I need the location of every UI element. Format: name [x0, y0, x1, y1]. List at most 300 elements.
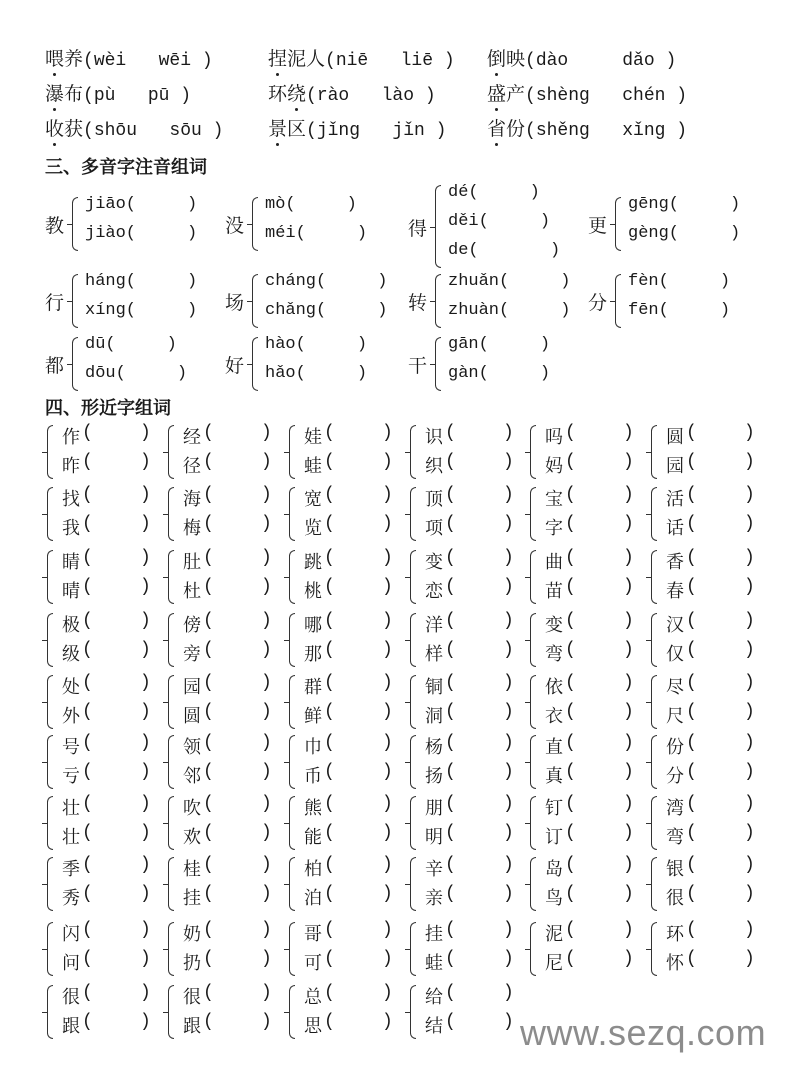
- reading-blank[interactable]: fēn( ): [628, 301, 731, 320]
- answer-blank[interactable]: [456, 577, 501, 601]
- answer-blank[interactable]: [456, 423, 501, 447]
- answer-blank[interactable]: [576, 949, 621, 973]
- answer-blank[interactable]: [214, 423, 259, 447]
- answer-blank[interactable]: [697, 577, 742, 601]
- paren-open: (: [203, 702, 214, 722]
- word: 省份: [487, 118, 526, 140]
- character: 号: [62, 737, 80, 758]
- answer-blank[interactable]: [456, 702, 501, 726]
- character: 钉: [545, 798, 563, 819]
- brace: [289, 922, 295, 976]
- answer-blank[interactable]: [335, 452, 380, 476]
- answer-blank[interactable]: [456, 949, 501, 973]
- answer-blank[interactable]: [93, 577, 138, 601]
- paren-close: ): [261, 733, 272, 753]
- answer-blank[interactable]: [697, 640, 742, 664]
- paren-close: ): [382, 611, 393, 631]
- paren-close: ): [744, 577, 755, 597]
- paren-open: (: [686, 949, 697, 969]
- paren-open: (: [445, 794, 456, 814]
- answer-blank[interactable]: [456, 884, 501, 908]
- character: 弯: [666, 827, 684, 848]
- answer-blank[interactable]: [335, 949, 380, 973]
- answer-blank[interactable]: [335, 762, 380, 786]
- answer-blank[interactable]: [93, 1012, 138, 1036]
- polyphone-character: 分: [588, 292, 608, 314]
- paren-open: (: [203, 485, 214, 505]
- answer-blank[interactable]: [576, 884, 621, 908]
- paren-open: (: [565, 452, 576, 472]
- character: 览: [304, 518, 322, 539]
- answer-blank[interactable]: [214, 611, 259, 635]
- answer-blank[interactable]: [456, 794, 501, 818]
- brace: [252, 337, 258, 391]
- character: 变: [425, 552, 443, 573]
- paren-close: ): [623, 514, 634, 534]
- answer-blank[interactable]: [697, 949, 742, 973]
- brace: [435, 337, 441, 391]
- similar-char-pair: [45, 855, 165, 915]
- answer-blank[interactable]: [335, 485, 380, 509]
- answer-blank[interactable]: [214, 733, 259, 757]
- answer-blank[interactable]: [335, 794, 380, 818]
- answer-blank[interactable]: [456, 855, 501, 879]
- paren-open: (: [686, 611, 697, 631]
- character: 苗: [545, 581, 563, 602]
- character: 顶: [425, 489, 443, 510]
- paren-close: ): [261, 884, 272, 904]
- character: 思: [304, 1016, 322, 1037]
- paren-open: (: [686, 762, 697, 782]
- answer-blank[interactable]: [93, 485, 138, 509]
- brace: [47, 796, 53, 850]
- answer-blank[interactable]: [93, 640, 138, 664]
- polyphone-character: 都: [45, 355, 65, 377]
- paren-close: ): [744, 673, 755, 693]
- paren-close: ): [503, 514, 514, 534]
- reading-blank[interactable]: gèng( ): [628, 224, 741, 243]
- answer-blank[interactable]: [576, 611, 621, 635]
- reading-blank[interactable]: gēng( ): [628, 195, 741, 214]
- answer-blank[interactable]: [335, 514, 380, 538]
- paren-open: (: [203, 884, 214, 904]
- paren-open: (: [686, 452, 697, 472]
- paren-open: (: [324, 949, 335, 969]
- reading-blank[interactable]: jiāo( ): [85, 195, 198, 214]
- answer-blank[interactable]: [456, 611, 501, 635]
- answer-blank[interactable]: [93, 702, 138, 726]
- paren-open: (: [445, 548, 456, 568]
- answer-blank[interactable]: [697, 514, 742, 538]
- paren-close: ): [261, 640, 272, 660]
- brace: [651, 857, 657, 911]
- paren-close: ): [623, 884, 634, 904]
- answer-blank[interactable]: [93, 920, 138, 944]
- paren-open: (: [203, 1012, 214, 1032]
- paren-open: (: [324, 548, 335, 568]
- answer-blank[interactable]: [576, 762, 621, 786]
- paren-open: (: [324, 855, 335, 875]
- answer-blank[interactable]: [335, 733, 380, 757]
- brace: [168, 675, 174, 729]
- answer-blank[interactable]: [335, 823, 380, 847]
- character: 弯: [545, 644, 563, 665]
- answer-blank[interactable]: [697, 884, 742, 908]
- pinyin-choice-item: [487, 117, 687, 143]
- answer-blank[interactable]: [214, 640, 259, 664]
- polyphone-character: 转: [408, 292, 428, 314]
- paren-close: ): [382, 983, 393, 1003]
- brace: [47, 613, 53, 667]
- answer-blank[interactable]: [93, 423, 138, 447]
- answer-blank[interactable]: [93, 733, 138, 757]
- paren-close: ): [261, 1012, 272, 1032]
- paren-close: ): [623, 794, 634, 814]
- paren-close: ): [744, 823, 755, 843]
- reading-blank[interactable]: chǎng( ): [265, 301, 388, 320]
- paren-close: ): [744, 514, 755, 534]
- similar-char-pair: [649, 485, 769, 545]
- reading-blank[interactable]: gān( ): [448, 335, 551, 354]
- answer-blank[interactable]: [214, 823, 259, 847]
- character: 作: [62, 427, 80, 448]
- paren-close: ): [382, 673, 393, 693]
- answer-blank[interactable]: [697, 673, 742, 697]
- answer-blank[interactable]: [335, 611, 380, 635]
- answer-blank[interactable]: [93, 884, 138, 908]
- reading-blank[interactable]: fèn( ): [628, 272, 731, 291]
- character: 旁: [183, 644, 201, 665]
- brace: [289, 857, 295, 911]
- brace: [168, 857, 174, 911]
- answer-blank[interactable]: [335, 884, 380, 908]
- answer-blank[interactable]: [697, 855, 742, 879]
- similar-char-pair: [45, 794, 165, 854]
- answer-blank[interactable]: [214, 514, 259, 538]
- brace: [289, 613, 295, 667]
- answer-blank[interactable]: [576, 423, 621, 447]
- reading-blank[interactable]: háng( ): [85, 272, 198, 291]
- word: 捏泥人: [268, 48, 326, 70]
- answer-blank[interactable]: [93, 983, 138, 1007]
- answer-blank[interactable]: [214, 920, 259, 944]
- answer-blank[interactable]: [576, 548, 621, 572]
- paren-close: ): [261, 855, 272, 875]
- pinyin-choice-item: [45, 47, 213, 73]
- character: 吹: [183, 798, 201, 819]
- character: 活: [666, 489, 684, 510]
- paren-open: (: [82, 452, 93, 472]
- answer-blank[interactable]: [335, 855, 380, 879]
- paren-close: ): [623, 452, 634, 472]
- answer-blank[interactable]: [214, 1012, 259, 1036]
- word: 瀑布: [45, 83, 84, 105]
- answer-blank[interactable]: [93, 762, 138, 786]
- character: 园: [666, 456, 684, 477]
- brace: [615, 274, 621, 328]
- answer-blank[interactable]: [456, 452, 501, 476]
- character: 变: [545, 615, 563, 636]
- similar-char-pair: [287, 733, 407, 793]
- answer-blank[interactable]: [697, 823, 742, 847]
- paren-open: (: [445, 920, 456, 940]
- answer-blank[interactable]: [456, 640, 501, 664]
- answer-blank[interactable]: [335, 983, 380, 1007]
- paren-close: ): [623, 855, 634, 875]
- answer-blank[interactable]: [576, 920, 621, 944]
- word-wrapper: [268, 82, 306, 106]
- answer-blank[interactable]: [214, 702, 259, 726]
- answer-blank[interactable]: [214, 855, 259, 879]
- paren-close: ): [503, 1012, 514, 1032]
- brace: [410, 985, 416, 1039]
- similar-char-pair: [45, 611, 165, 671]
- character: 壮: [62, 827, 80, 848]
- answer-blank[interactable]: [214, 762, 259, 786]
- brace: [435, 185, 441, 268]
- similar-char-pair: [528, 673, 648, 733]
- paren-open: (: [203, 983, 214, 1003]
- brace: [47, 985, 53, 1039]
- reading-blank[interactable]: jiào( ): [85, 224, 198, 243]
- reading-blank[interactable]: dū( ): [85, 335, 177, 354]
- paren-close: ): [744, 794, 755, 814]
- character: 识: [425, 427, 443, 448]
- answer-blank[interactable]: [697, 794, 742, 818]
- paren-open: (: [203, 423, 214, 443]
- paren-open: (: [324, 514, 335, 534]
- paren-open: (: [324, 884, 335, 904]
- answer-blank[interactable]: [93, 823, 138, 847]
- brace: [651, 922, 657, 976]
- answer-blank[interactable]: [456, 485, 501, 509]
- paren-close: ): [140, 640, 151, 660]
- answer-blank[interactable]: [576, 577, 621, 601]
- character: 亲: [425, 888, 443, 909]
- paren-open: (: [445, 485, 456, 505]
- character: 吗: [545, 427, 563, 448]
- paren-open: (: [203, 823, 214, 843]
- paren-close: ): [503, 823, 514, 843]
- paren-close: ): [503, 702, 514, 722]
- brace: [252, 274, 258, 328]
- answer-blank[interactable]: [214, 485, 259, 509]
- answer-blank[interactable]: [456, 514, 501, 538]
- paren-open: (: [565, 514, 576, 534]
- paren-open: (: [565, 640, 576, 660]
- reading-blank[interactable]: zhuǎn( ): [448, 272, 571, 291]
- character: 巾: [304, 737, 322, 758]
- paren-close: ): [140, 673, 151, 693]
- answer-blank[interactable]: [214, 884, 259, 908]
- paren-close: ): [744, 452, 755, 472]
- character: 邻: [183, 766, 201, 787]
- paren-open: (: [324, 1012, 335, 1032]
- paren-close: ): [261, 452, 272, 472]
- character: 环: [666, 924, 684, 945]
- paren-close: ): [382, 548, 393, 568]
- answer-blank[interactable]: [697, 762, 742, 786]
- reading-blank[interactable]: de( ): [448, 241, 561, 260]
- similar-char-pair: [287, 548, 407, 608]
- character: 项: [425, 518, 443, 539]
- answer-blank[interactable]: [214, 452, 259, 476]
- answer-blank[interactable]: [697, 452, 742, 476]
- answer-blank[interactable]: [214, 673, 259, 697]
- brace: [47, 487, 53, 541]
- character: 群: [304, 677, 322, 698]
- paren-open: (: [565, 577, 576, 597]
- answer-blank[interactable]: [456, 823, 501, 847]
- character: 鲜: [304, 706, 322, 727]
- paren-open: (: [82, 548, 93, 568]
- answer-blank[interactable]: [697, 423, 742, 447]
- answer-blank[interactable]: [456, 1012, 501, 1036]
- reading-blank[interactable]: cháng( ): [265, 272, 388, 291]
- answer-blank[interactable]: [576, 855, 621, 879]
- similar-char-pair: [649, 855, 769, 915]
- brace: [530, 796, 536, 850]
- reading-blank[interactable]: xíng( ): [85, 301, 198, 320]
- answer-blank[interactable]: [93, 548, 138, 572]
- paren-close: ): [382, 823, 393, 843]
- brace: [615, 197, 621, 251]
- answer-blank[interactable]: [93, 949, 138, 973]
- reading-blank[interactable]: méi( ): [265, 224, 368, 243]
- paren-close: ): [140, 949, 151, 969]
- reading-blank[interactable]: dé( ): [448, 183, 540, 202]
- reading-blank[interactable]: hào( ): [265, 335, 368, 354]
- answer-blank[interactable]: [335, 702, 380, 726]
- answer-blank[interactable]: [93, 611, 138, 635]
- similar-char-pair: [408, 548, 528, 608]
- paren-close: ): [623, 548, 634, 568]
- pinyin-options: (shōu sōu ): [83, 121, 224, 141]
- answer-blank[interactable]: [93, 452, 138, 476]
- answer-blank[interactable]: [456, 983, 501, 1007]
- answer-blank[interactable]: [456, 548, 501, 572]
- character: 尽: [666, 677, 684, 698]
- answer-blank[interactable]: [576, 702, 621, 726]
- answer-blank[interactable]: [456, 733, 501, 757]
- paren-close: ): [744, 640, 755, 660]
- similar-char-pair: [649, 423, 769, 483]
- paren-close: ): [503, 920, 514, 940]
- answer-blank[interactable]: [697, 611, 742, 635]
- answer-blank[interactable]: [697, 920, 742, 944]
- answer-blank[interactable]: [576, 794, 621, 818]
- paren-close: ): [261, 423, 272, 443]
- answer-blank[interactable]: [456, 762, 501, 786]
- reading-blank[interactable]: hǎo( ): [265, 364, 368, 383]
- paren-close: ): [623, 762, 634, 782]
- character: 级: [62, 644, 80, 665]
- answer-blank[interactable]: [335, 640, 380, 664]
- answer-blank[interactable]: [93, 855, 138, 879]
- character: 结: [425, 1016, 443, 1037]
- paren-close: ): [261, 611, 272, 631]
- character: 春: [666, 581, 684, 602]
- pinyin-choice-item: [45, 117, 223, 143]
- paren-open: (: [82, 423, 93, 443]
- similar-char-pair: [287, 983, 407, 1043]
- pinyin-options: (shěng xǐng ): [525, 121, 688, 141]
- answer-blank[interactable]: [697, 733, 742, 757]
- answer-blank[interactable]: [576, 485, 621, 509]
- answer-blank[interactable]: [576, 673, 621, 697]
- answer-blank[interactable]: [576, 514, 621, 538]
- paren-open: (: [445, 983, 456, 1003]
- answer-blank[interactable]: [335, 673, 380, 697]
- answer-blank[interactable]: [697, 485, 742, 509]
- emphasis-dot: [495, 73, 498, 76]
- similar-char-pair: [528, 920, 648, 980]
- answer-blank[interactable]: [335, 548, 380, 572]
- paren-open: (: [445, 452, 456, 472]
- answer-blank[interactable]: [576, 733, 621, 757]
- paren-open: (: [203, 452, 214, 472]
- character: 蛙: [425, 953, 443, 974]
- brace: [410, 425, 416, 479]
- answer-blank[interactable]: [335, 920, 380, 944]
- brace: [47, 675, 53, 729]
- answer-blank[interactable]: [214, 949, 259, 973]
- paren-close: ): [382, 423, 393, 443]
- reading-blank[interactable]: děi( ): [448, 212, 551, 231]
- answer-blank[interactable]: [335, 423, 380, 447]
- answer-blank[interactable]: [456, 920, 501, 944]
- paren-open: (: [324, 823, 335, 843]
- answer-blank[interactable]: [214, 548, 259, 572]
- reading-blank[interactable]: mò( ): [265, 195, 357, 214]
- polyphone-character: 更: [588, 215, 608, 237]
- answer-blank[interactable]: [335, 577, 380, 601]
- emphasis-dot: [53, 143, 56, 146]
- similar-char-pair: [287, 794, 407, 854]
- answer-blank[interactable]: [214, 577, 259, 601]
- character: 依: [545, 677, 563, 698]
- paren-open: (: [82, 514, 93, 534]
- paren-close: ): [744, 485, 755, 505]
- answer-blank[interactable]: [697, 702, 742, 726]
- character: 湾: [666, 798, 684, 819]
- answer-blank[interactable]: [214, 983, 259, 1007]
- answer-blank[interactable]: [93, 514, 138, 538]
- answer-blank[interactable]: [576, 452, 621, 476]
- paren-open: (: [445, 514, 456, 534]
- reading-blank[interactable]: zhuàn( ): [448, 301, 571, 320]
- paren-open: (: [324, 702, 335, 722]
- brace: [168, 487, 174, 541]
- reading-blank[interactable]: dōu( ): [85, 364, 188, 383]
- paren-close: ): [382, 485, 393, 505]
- answer-blank[interactable]: [214, 794, 259, 818]
- brace: [47, 735, 53, 789]
- answer-blank[interactable]: [93, 794, 138, 818]
- reading-blank[interactable]: gàn( ): [448, 364, 551, 383]
- paren-open: (: [565, 884, 576, 904]
- paren-open: (: [324, 983, 335, 1003]
- answer-blank[interactable]: [335, 1012, 380, 1036]
- answer-blank[interactable]: [456, 673, 501, 697]
- character: 扬: [425, 766, 443, 787]
- answer-blank[interactable]: [697, 548, 742, 572]
- pinyin-options: (jǐng jǐn ): [306, 121, 447, 141]
- paren-close: ): [382, 702, 393, 722]
- answer-blank[interactable]: [576, 640, 621, 664]
- answer-blank[interactable]: [93, 673, 138, 697]
- answer-blank[interactable]: [576, 823, 621, 847]
